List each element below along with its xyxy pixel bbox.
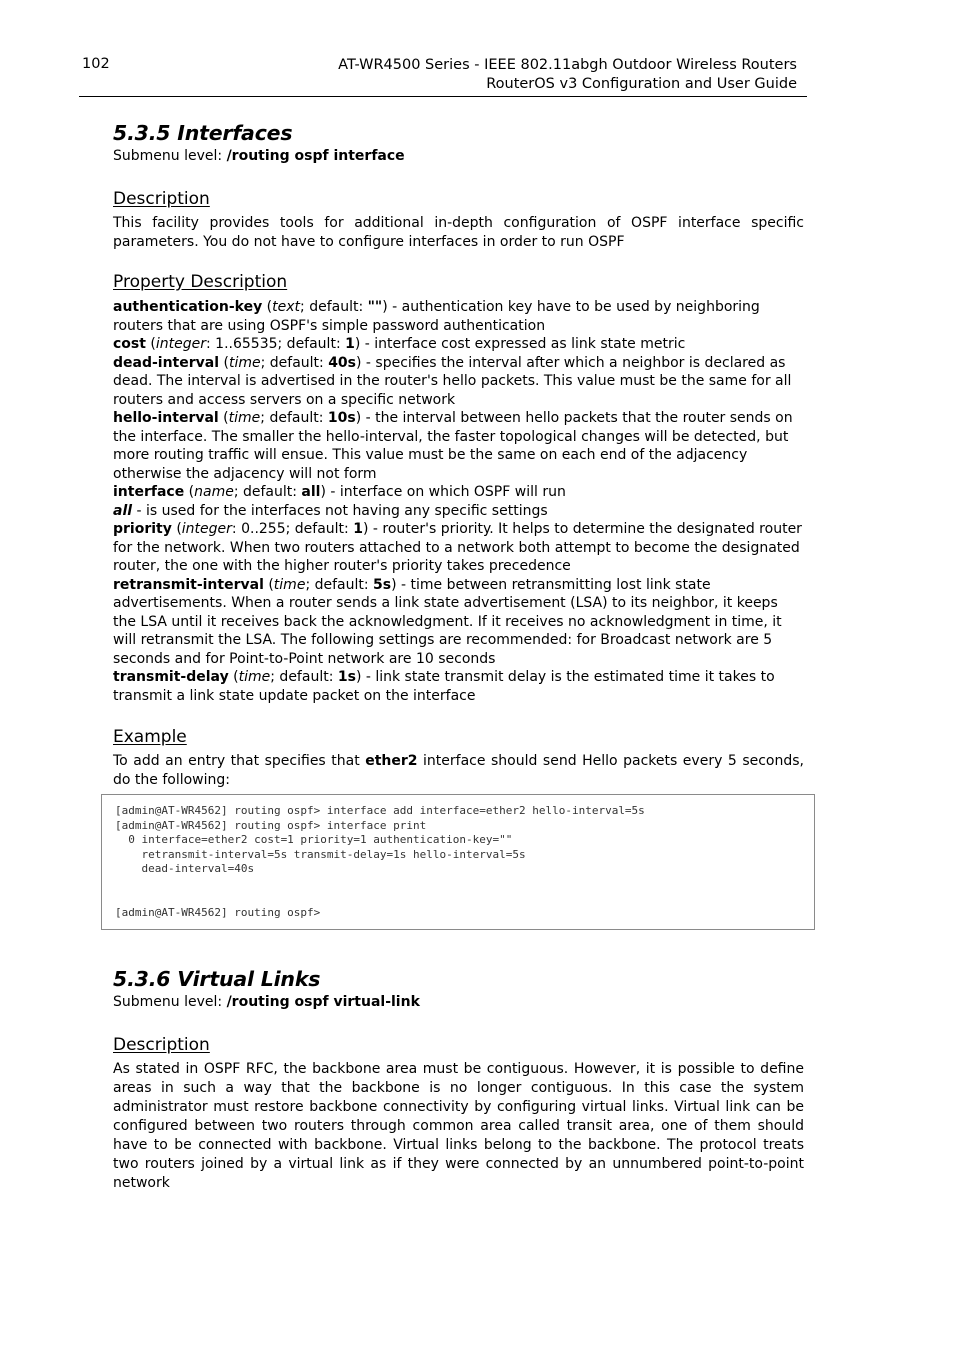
virtual-links-description-block: [113, 1035, 804, 1193]
property-interface: interface (name; default: all) - interface on which OSPF will run: [113, 484, 566, 500]
submenu-level: Submenu level: /routing ospf interface: [113, 148, 405, 164]
property-authentication-key: authentication-key (text; default: "") - authentication key have to be used by neighboring routers that are using OSPF's simple password authentication: [113, 299, 760, 334]
example-text: To add an entry that specifies that ether2 interface should send Hello packets every 5 seconds, do the following:: [113, 753, 804, 788]
submenu-level: Submenu level: /routing ospf virtual-link: [113, 994, 420, 1010]
submenu-path: /routing ospf virtual-link: [226, 994, 420, 1010]
property-priority: priority (integer: 0..255; default: 1) - router's priority. It helps to determine the designated router for the network. When two routers attached to a network both attempt to become the designated router, the one with the higher router's priority takes precedence: [113, 521, 802, 574]
property-cost: cost (integer: 1..65535; default: 1) - interface cost expressed as link state metric: [113, 336, 686, 352]
property-block: [113, 272, 804, 705]
property-retransmit-interval: retransmit-interval (time; default: 5s) - time between retransmitting lost link state advertisements. When a router sends a link state advertisement (LSA) to its neighbor, it keeps the LSA until it receives back the acknowledgment. If it receives no acknowledgment in time, it will retransmit the LSA. The following settings are recommended: for Broadcast network are 5 seconds and for Point-to-Point network are 10 seconds: [113, 576, 782, 667]
section-heading: 5.3.5 Interfaces: [113, 121, 293, 145]
property-heading: Property Description: [113, 272, 288, 292]
code-example: [admin@AT-WR4562] routing ospf> interface add interface=ether2 hello-interval=5s [admin@AT-WR4562] routing ospf> interface print 0 interface=ether2 cost=1 priority=1 authentication-key="" retransmit-interval=5s transmit-delay=1s hello-interval=5s dead-interval=40s [admin@AT-WR4562] routing ospf>: [115, 804, 645, 920]
header-divider: [79, 96, 807, 97]
description-block: [113, 189, 804, 252]
property-all-value: all - is used for the interfaces not having any specific settings: [113, 502, 548, 519]
property-transmit-delay: transmit-delay (time; default: 1s) - link state transmit delay is the estimated time it takes to transmit a link state update packet on the interface: [113, 669, 775, 704]
example-heading: Example: [113, 727, 187, 747]
header-title-line1: AT-WR4500 Series - IEEE 802.11abgh Outdoor Wireless Routers: [338, 57, 797, 73]
section-virtual-links-title: [113, 967, 804, 1010]
code-example-box: [101, 794, 815, 930]
section-interfaces-title: [113, 121, 804, 164]
property-hello-interval: hello-interval (time; default: 10s) - the interval between hello packets that the router sends on the interface. The smaller the hello-interval, the faster topological changes will be detected, but more routing traffic will ensue. This value must be the same on each end of the adjacency otherwise the adjacency will not form: [113, 410, 793, 482]
section-heading: 5.3.6 Virtual Links: [113, 967, 321, 991]
header-title-line2: RouterOS v3 Configuration and User Guide: [486, 76, 797, 92]
description-heading: Description: [113, 1035, 210, 1055]
submenu-path: /routing ospf interface: [226, 148, 405, 164]
page-number: 102: [82, 56, 110, 72]
description-text: As stated in OSPF RFC, the backbone area must be contiguous. However, it is possible to define areas in such a way that the backbone is no longer contiguous. In this case the system administrator must restore backbone connectivity by configuring virtual links. Virtual link can be configured between two routers through common area called transit area, one of them should have to be connected with backbone. Virtual links belong to the backbone. The protocol treats two routers joined by a virtual link as if they were connected by an unnumbered point-to-point network: [113, 1061, 804, 1191]
property-list: [113, 298, 804, 705]
description-text: This facility provides tools for additional in-depth configuration of OSPF interface specific parameters. You do not have to configure interfaces in order to run OSPF: [113, 215, 804, 250]
description-heading: Description: [113, 189, 210, 209]
property-dead-interval: dead-interval (time; default: 40s) - specifies the interval after which a neighbor is declared as dead. The interval is advertised in the router's hello packets. This value must be the same for all routers and access servers on a specific network: [113, 354, 792, 408]
running-header: [338, 56, 797, 94]
example-block: [113, 727, 804, 790]
